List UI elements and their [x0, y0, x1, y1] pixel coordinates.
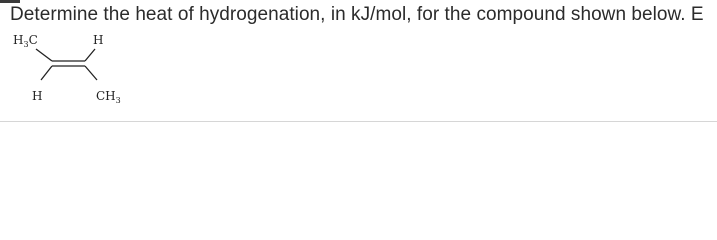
bond-bottom-right — [85, 66, 97, 80]
question-text: Determine the heat of hydrogenation, in kJ/mol, for the compound shown below. E — [10, 4, 704, 25]
bottom-divider — [0, 121, 717, 122]
bond-bottom-left — [41, 66, 52, 80]
hydrogen-label-bottom-left: H — [32, 89, 43, 103]
methyl-label-bottom-right: $CH_3$ — [96, 89, 121, 105]
bond-top-left — [36, 49, 52, 61]
methyl-label-top-left: $H_3C$ — [13, 33, 38, 49]
bond-top-right — [85, 49, 95, 61]
hydrogen-label-top-right: H — [93, 33, 104, 47]
